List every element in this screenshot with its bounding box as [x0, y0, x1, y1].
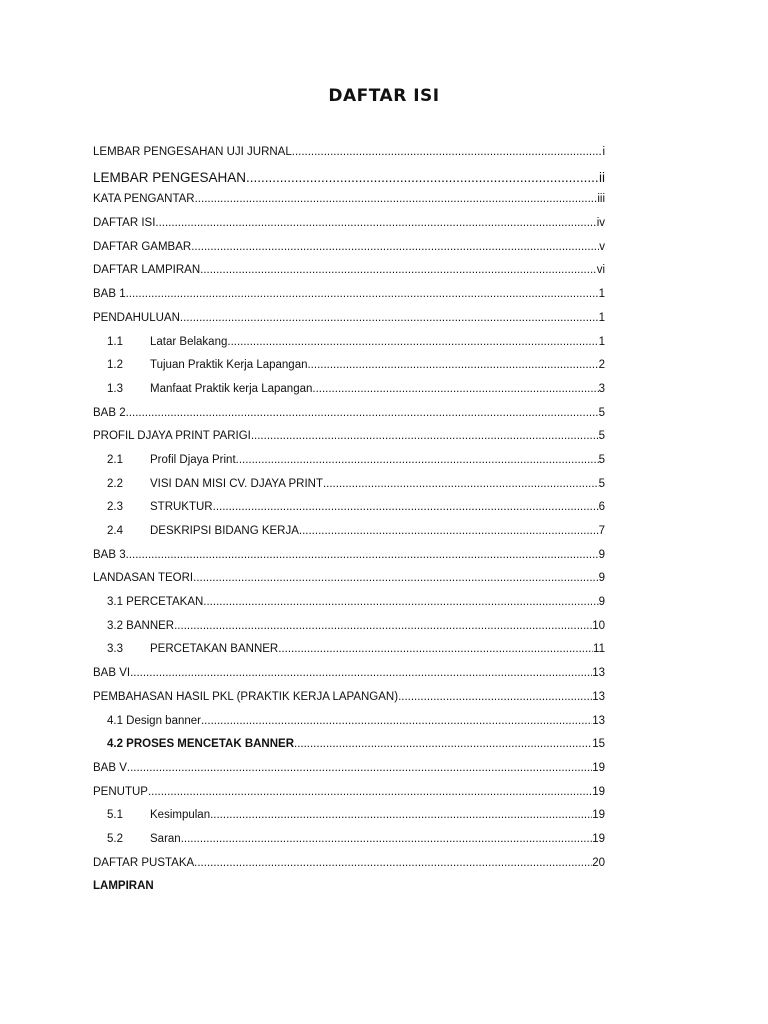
toc-entry-label: BAB 1: [93, 288, 126, 301]
toc-entry-page: 7: [598, 525, 605, 537]
dot-leader: [236, 454, 599, 466]
toc-entry-page: i: [602, 146, 605, 158]
toc-entry-label: Manfaat Praktik kerja Lapangan: [150, 382, 313, 395]
toc-entry-label: 3.2 BANNER: [107, 619, 175, 632]
toc-entry-page: 1: [598, 311, 605, 324]
toc-entry-page: 9: [598, 596, 605, 609]
toc-entry-label: DAFTAR LAMPIRAN: [93, 264, 201, 277]
toc-entry-number: 5.2: [107, 832, 123, 845]
toc-entry: [93, 430, 605, 454]
toc-subentry: [93, 643, 605, 667]
dot-leader: [181, 833, 593, 845]
toc-entry-label: PENUTUP: [93, 785, 148, 798]
page-title: DAFTAR ISI: [328, 86, 440, 106]
toc-subentry: [93, 833, 605, 857]
dot-leader: [292, 146, 603, 158]
toc-entry-label: Profil Djaya Print: [150, 453, 236, 466]
toc-entry-number: 1.3: [107, 382, 123, 395]
toc-entry-page: 11: [593, 643, 605, 656]
toc-entry: [93, 264, 605, 288]
dot-leader: [294, 738, 592, 750]
dot-leader: [127, 762, 592, 774]
toc-entry-page: vi: [596, 264, 605, 277]
toc-subentry: [93, 525, 605, 549]
toc-entry-label: BAB 3: [93, 548, 126, 561]
toc-entry-label: Saran: [150, 832, 181, 845]
toc-entry-page: iii: [597, 193, 605, 206]
toc-entry-page: 5: [598, 453, 605, 466]
toc-entry-label: LEMBAR PENGESAHAN UJI JURNAL: [93, 146, 292, 158]
dot-leader: [278, 643, 593, 655]
toc-entry: [93, 572, 605, 596]
toc-entry-label: DESKRIPSI BIDANG KERJA: [150, 525, 299, 537]
toc-entry-label: VISI DAN MISI CV. DJAYA PRINT: [150, 477, 323, 490]
toc-entry-label: PERCETAKAN BANNER: [150, 643, 279, 656]
dot-leader: [155, 217, 596, 229]
toc-entry-page: 19: [592, 809, 605, 822]
toc-entry-page: 3: [598, 382, 605, 395]
toc-entry-number: 2.1: [107, 453, 123, 466]
toc-entry-page: 13: [592, 667, 605, 680]
toc-entry: [93, 170, 605, 194]
toc-entry-page: 1: [598, 335, 605, 348]
toc-entry-label: LEMBAR PENGESAHAN: [93, 169, 247, 185]
toc-entry-label: 3.1 PERCETAKAN: [107, 596, 204, 609]
dot-leader: [246, 170, 599, 185]
toc-entry: [93, 691, 605, 715]
toc-entry-label: KATA PENGANTAR: [93, 193, 195, 206]
toc-entry: [93, 880, 605, 904]
toc-entry-page: 1: [598, 288, 605, 301]
dot-leader: [251, 430, 599, 442]
toc-entry-page: 5: [598, 430, 605, 443]
toc-subentry: [93, 336, 605, 360]
toc-entry-page: 9: [598, 548, 605, 561]
toc-entry: [93, 549, 605, 573]
dot-leader: [148, 786, 592, 798]
dot-leader: [213, 501, 599, 513]
toc-entry-page: iv: [596, 217, 605, 230]
toc-entry: [93, 217, 605, 241]
toc-entry-number: 2.3: [107, 501, 123, 514]
toc-entry-page: 15: [592, 738, 605, 751]
toc-subentry: [93, 596, 605, 620]
toc-subentry: [93, 454, 605, 478]
dot-leader: [307, 359, 598, 371]
toc-subentry: [93, 501, 605, 525]
toc-entry-page: 10: [592, 619, 605, 632]
dot-leader: [299, 525, 599, 537]
toc-entry: [93, 762, 605, 786]
toc-entry-number: 3.3: [107, 643, 123, 656]
toc-entry-number: 5.1: [107, 809, 123, 822]
toc-entry: [93, 786, 605, 810]
toc-entry-page: 13: [592, 690, 605, 703]
toc-entry-label: BAB 2: [93, 406, 126, 419]
toc-subentry: [93, 359, 605, 383]
dot-leader: [195, 193, 598, 205]
toc-entry-label: STRUKTUR: [150, 501, 213, 514]
toc-subentry: [93, 715, 605, 739]
toc-entry-number: 1.1: [107, 335, 123, 348]
toc-entry-label: PENDAHULUAN: [93, 311, 180, 324]
dot-leader: [126, 549, 599, 561]
toc-entry: [93, 667, 605, 691]
dot-leader: [126, 288, 599, 300]
toc-entry-label: 4.2 PROSES MENCETAK BANNER: [107, 738, 295, 751]
toc-entry-label: PROFIL DJAYA PRINT PARIGI: [93, 430, 251, 443]
toc-entry-label: PEMBAHASAN HASIL PKL (PRAKTIK KERJA LAPANGAN): [93, 690, 399, 703]
toc-entry-label: LAMPIRAN: [93, 880, 154, 893]
toc-entry: [93, 857, 605, 881]
dot-leader: [193, 572, 598, 584]
toc-entry-page: 20: [592, 856, 605, 869]
toc-entry: [93, 312, 605, 336]
toc-entry: [93, 288, 605, 312]
toc-entry-label: DAFTAR ISI: [93, 217, 156, 230]
dot-leader: [174, 620, 592, 632]
toc-entry-page: 19: [592, 761, 605, 774]
toc-entry-label: Latar Belakang: [150, 335, 228, 348]
toc-entry-label: DAFTAR PUSTAKA: [93, 856, 195, 869]
toc-entry-label: Kesimpulan: [150, 809, 211, 822]
dot-leader: [194, 857, 592, 869]
toc-entry: [93, 193, 605, 217]
dot-leader: [312, 383, 598, 395]
toc-subentry: [93, 738, 605, 762]
table-of-contents: [93, 146, 605, 904]
toc-entry-number: 2.4: [107, 525, 123, 537]
dot-leader: [201, 715, 592, 727]
dot-leader: [126, 407, 599, 419]
toc-entry: [93, 407, 605, 431]
toc-entry-page: 5: [598, 406, 605, 419]
toc-subentry: [93, 383, 605, 407]
toc-entry-label: LANDASAN TEORI: [93, 572, 194, 585]
dot-leader: [323, 478, 599, 490]
toc-entry-label: Tujuan Praktik Kerja Lapangan: [150, 359, 308, 372]
dot-leader: [210, 809, 592, 821]
toc-entry-number: 2.2: [107, 477, 123, 490]
dot-leader: [191, 241, 599, 253]
toc-entry-page: 2: [598, 359, 605, 372]
toc-subentry: [93, 809, 605, 833]
toc-entry-page: ii: [599, 169, 605, 185]
dot-leader: [227, 336, 598, 348]
toc-entry-label: BAB VI: [93, 667, 131, 680]
toc-entry-label: 4.1 Design banner: [107, 714, 201, 727]
toc-entry: [93, 146, 605, 170]
toc-entry-number: 1.2: [107, 359, 123, 372]
toc-entry-label: BAB V: [93, 761, 127, 774]
toc-entry-page: 5: [598, 477, 605, 490]
toc-entry-page: 6: [598, 501, 605, 514]
dot-leader: [200, 264, 597, 276]
toc-entry-page: 9: [598, 572, 605, 585]
toc-entry-page: v: [599, 240, 605, 253]
dot-leader: [398, 691, 592, 703]
toc-entry-page: 19: [592, 785, 605, 798]
dot-leader: [203, 596, 598, 608]
toc-subentry: [93, 620, 605, 644]
toc-subentry: [93, 478, 605, 502]
toc-entry: [93, 241, 605, 265]
dot-leader: [130, 667, 592, 679]
toc-entry-page: 13: [592, 714, 605, 727]
toc-entry-page: 19: [592, 832, 605, 845]
toc-entry-label: DAFTAR GAMBAR: [93, 240, 192, 253]
dot-leader: [180, 312, 599, 324]
